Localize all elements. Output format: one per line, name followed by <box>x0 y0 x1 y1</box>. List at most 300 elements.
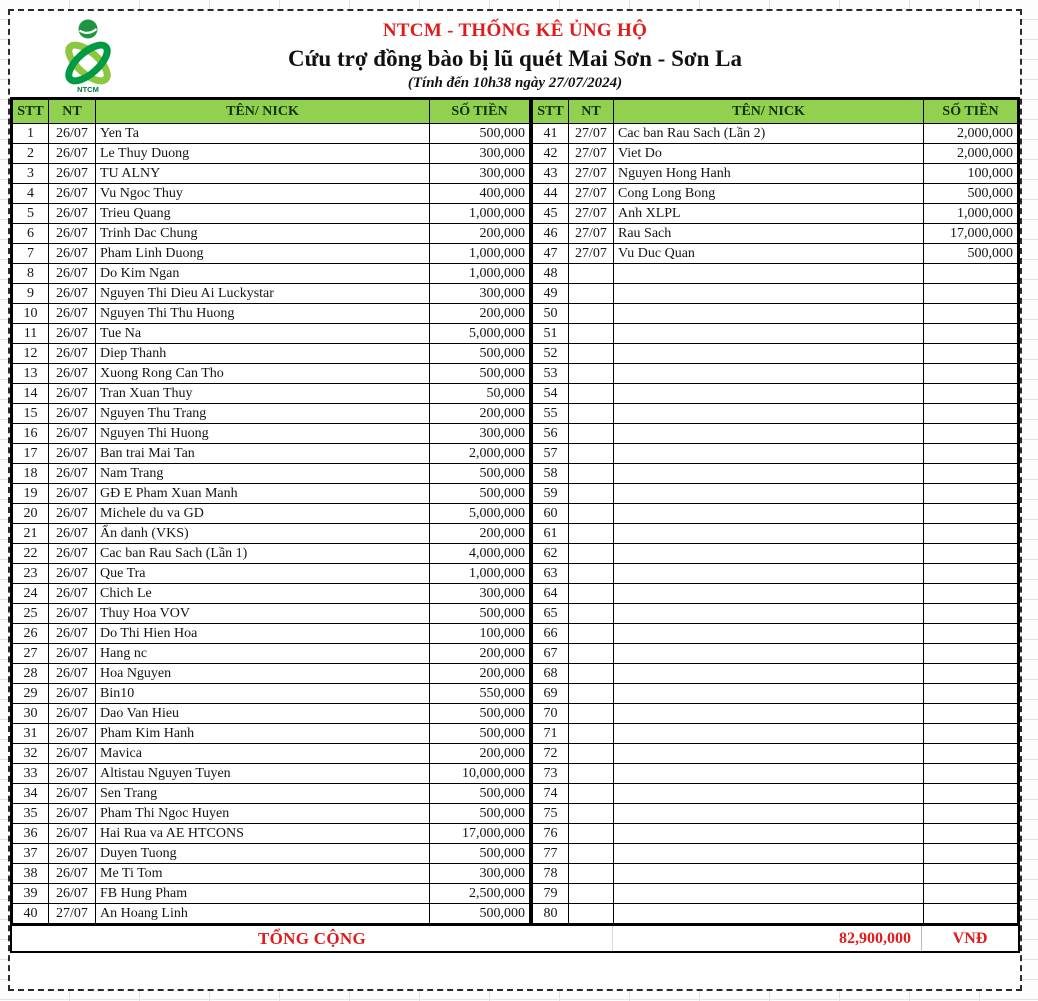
date-cell[interactable]: 26/07 <box>49 504 96 524</box>
name-cell[interactable]: Thuy Hoa VOV <box>96 604 430 624</box>
amount-cell[interactable]: 500,000 <box>430 124 531 144</box>
stt-cell[interactable]: 72 <box>533 744 569 764</box>
amount-cell[interactable]: 500,000 <box>430 724 531 744</box>
date-cell[interactable]: 26/07 <box>49 544 96 564</box>
amount-cell[interactable]: 2,000,000 <box>924 124 1018 144</box>
amount-cell[interactable] <box>924 344 1018 364</box>
date-cell[interactable]: 26/07 <box>49 284 96 304</box>
stt-cell[interactable]: 11 <box>13 324 49 344</box>
date-cell[interactable]: 27/07 <box>49 904 96 924</box>
stt-cell[interactable]: 51 <box>533 324 569 344</box>
amount-cell[interactable]: 300,000 <box>430 864 531 884</box>
name-cell[interactable]: Ban trai Mai Tan <box>96 444 430 464</box>
name-cell[interactable]: Cac ban Rau Sach (Lần 2) <box>614 124 924 144</box>
date-cell[interactable]: 26/07 <box>49 624 96 644</box>
stt-cell[interactable]: 12 <box>13 344 49 364</box>
name-cell[interactable]: Diep Thanh <box>96 344 430 364</box>
amount-cell[interactable] <box>924 544 1018 564</box>
stt-cell[interactable]: 4 <box>13 184 49 204</box>
date-cell[interactable] <box>569 444 614 464</box>
name-cell[interactable] <box>614 724 924 744</box>
date-cell[interactable]: 26/07 <box>49 684 96 704</box>
date-cell[interactable]: 26/07 <box>49 444 96 464</box>
amount-cell[interactable]: 1,000,000 <box>430 244 531 264</box>
stt-cell[interactable]: 34 <box>13 784 49 804</box>
amount-cell[interactable]: 500,000 <box>430 844 531 864</box>
date-cell[interactable]: 26/07 <box>49 384 96 404</box>
name-cell[interactable]: Altistau Nguyen Tuyen <box>96 764 430 784</box>
amount-cell[interactable]: 2,000,000 <box>430 444 531 464</box>
stt-cell[interactable]: 43 <box>533 164 569 184</box>
amount-cell[interactable]: 200,000 <box>430 664 531 684</box>
date-cell[interactable] <box>569 804 614 824</box>
amount-cell[interactable] <box>924 304 1018 324</box>
name-cell[interactable]: Dao Van Hieu <box>96 704 430 724</box>
date-cell[interactable] <box>569 904 614 924</box>
stt-cell[interactable]: 73 <box>533 764 569 784</box>
name-cell[interactable] <box>614 884 924 904</box>
column-header-name[interactable]: TÊN/ NICK <box>614 100 924 124</box>
stt-cell[interactable]: 1 <box>13 124 49 144</box>
date-cell[interactable] <box>569 344 614 364</box>
stt-cell[interactable]: 59 <box>533 484 569 504</box>
date-cell[interactable]: 26/07 <box>49 144 96 164</box>
date-cell[interactable]: 26/07 <box>49 464 96 484</box>
date-cell[interactable]: 26/07 <box>49 344 96 364</box>
name-cell[interactable] <box>614 344 924 364</box>
name-cell[interactable]: Xuong Rong Can Tho <box>96 364 430 384</box>
stt-cell[interactable]: 49 <box>533 284 569 304</box>
amount-cell[interactable]: 500,000 <box>430 344 531 364</box>
amount-cell[interactable] <box>924 284 1018 304</box>
stt-cell[interactable]: 68 <box>533 664 569 684</box>
date-cell[interactable] <box>569 544 614 564</box>
stt-cell[interactable]: 17 <box>13 444 49 464</box>
stt-cell[interactable]: 7 <box>13 244 49 264</box>
stt-cell[interactable]: 50 <box>533 304 569 324</box>
date-cell[interactable] <box>569 844 614 864</box>
name-cell[interactable]: Chich Le <box>96 584 430 604</box>
amount-cell[interactable]: 2,000,000 <box>924 144 1018 164</box>
amount-cell[interactable] <box>924 744 1018 764</box>
date-cell[interactable] <box>569 684 614 704</box>
name-cell[interactable]: Do Kim Ngan <box>96 264 430 284</box>
name-cell[interactable]: Le Thuy Duong <box>96 144 430 164</box>
stt-cell[interactable]: 24 <box>13 584 49 604</box>
name-cell[interactable] <box>614 324 924 344</box>
name-cell[interactable] <box>614 604 924 624</box>
stt-cell[interactable]: 9 <box>13 284 49 304</box>
stt-cell[interactable]: 39 <box>13 884 49 904</box>
name-cell[interactable] <box>614 484 924 504</box>
stt-cell[interactable]: 25 <box>13 604 49 624</box>
stt-cell[interactable]: 75 <box>533 804 569 824</box>
amount-cell[interactable] <box>924 464 1018 484</box>
date-cell[interactable]: 27/07 <box>569 204 614 224</box>
name-cell[interactable] <box>614 524 924 544</box>
name-cell[interactable]: GĐ E Pham Xuan Manh <box>96 484 430 504</box>
date-cell[interactable]: 26/07 <box>49 724 96 744</box>
name-cell[interactable]: An Hoang Linh <box>96 904 430 924</box>
stt-cell[interactable]: 62 <box>533 544 569 564</box>
name-cell[interactable]: FB Hung Pham <box>96 884 430 904</box>
name-cell[interactable]: Me Ti Tom <box>96 864 430 884</box>
date-cell[interactable]: 26/07 <box>49 364 96 384</box>
date-cell[interactable]: 27/07 <box>569 164 614 184</box>
date-cell[interactable] <box>569 464 614 484</box>
stt-cell[interactable]: 41 <box>533 124 569 144</box>
name-cell[interactable] <box>614 704 924 724</box>
stt-cell[interactable]: 57 <box>533 444 569 464</box>
stt-cell[interactable]: 22 <box>13 544 49 564</box>
stt-cell[interactable]: 32 <box>13 744 49 764</box>
date-cell[interactable] <box>569 864 614 884</box>
stt-cell[interactable]: 13 <box>13 364 49 384</box>
amount-cell[interactable]: 5,000,000 <box>430 324 531 344</box>
name-cell[interactable]: Vu Duc Quan <box>614 244 924 264</box>
column-header-amount[interactable]: SỐ TIỀN <box>430 100 531 124</box>
name-cell[interactable]: Hang nc <box>96 644 430 664</box>
name-cell[interactable]: Trieu Quang <box>96 204 430 224</box>
stt-cell[interactable]: 64 <box>533 584 569 604</box>
amount-cell[interactable] <box>924 504 1018 524</box>
date-cell[interactable] <box>569 404 614 424</box>
stt-cell[interactable]: 21 <box>13 524 49 544</box>
amount-cell[interactable]: 4,000,000 <box>430 544 531 564</box>
name-cell[interactable] <box>614 504 924 524</box>
amount-cell[interactable]: 200,000 <box>430 524 531 544</box>
column-header-nt[interactable]: NT <box>569 100 614 124</box>
date-cell[interactable] <box>569 604 614 624</box>
stt-cell[interactable]: 52 <box>533 344 569 364</box>
amount-cell[interactable] <box>924 524 1018 544</box>
date-cell[interactable]: 26/07 <box>49 124 96 144</box>
date-cell[interactable] <box>569 704 614 724</box>
date-cell[interactable] <box>569 664 614 684</box>
amount-cell[interactable] <box>924 904 1018 924</box>
amount-cell[interactable]: 300,000 <box>430 164 531 184</box>
name-cell[interactable]: Hai Rua va AE HTCONS <box>96 824 430 844</box>
date-cell[interactable]: 26/07 <box>49 184 96 204</box>
stt-cell[interactable]: 56 <box>533 424 569 444</box>
amount-cell[interactable]: 200,000 <box>430 304 531 324</box>
name-cell[interactable]: Yen Ta <box>96 124 430 144</box>
amount-cell[interactable]: 400,000 <box>430 184 531 204</box>
amount-cell[interactable] <box>924 884 1018 904</box>
date-cell[interactable] <box>569 564 614 584</box>
date-cell[interactable] <box>569 824 614 844</box>
date-cell[interactable] <box>569 324 614 344</box>
date-cell[interactable] <box>569 304 614 324</box>
stt-cell[interactable]: 23 <box>13 564 49 584</box>
name-cell[interactable] <box>614 424 924 444</box>
amount-cell[interactable]: 500,000 <box>430 464 531 484</box>
stt-cell[interactable]: 29 <box>13 684 49 704</box>
date-cell[interactable] <box>569 584 614 604</box>
date-cell[interactable]: 26/07 <box>49 604 96 624</box>
name-cell[interactable]: Pham Thi Ngoc Huyen <box>96 804 430 824</box>
date-cell[interactable]: 26/07 <box>49 244 96 264</box>
amount-cell[interactable] <box>924 484 1018 504</box>
date-cell[interactable]: 26/07 <box>49 424 96 444</box>
name-cell[interactable]: Anh XLPL <box>614 204 924 224</box>
date-cell[interactable]: 26/07 <box>49 804 96 824</box>
column-header-amount[interactable]: SỐ TIỀN <box>924 100 1018 124</box>
date-cell[interactable]: 26/07 <box>49 324 96 344</box>
stt-cell[interactable]: 42 <box>533 144 569 164</box>
stt-cell[interactable]: 5 <box>13 204 49 224</box>
amount-cell[interactable]: 1,000,000 <box>430 264 531 284</box>
date-cell[interactable] <box>569 764 614 784</box>
date-cell[interactable] <box>569 264 614 284</box>
amount-cell[interactable]: 300,000 <box>430 424 531 444</box>
amount-cell[interactable]: 500,000 <box>430 364 531 384</box>
stt-cell[interactable]: 61 <box>533 524 569 544</box>
amount-cell[interactable] <box>924 724 1018 744</box>
name-cell[interactable]: Que Tra <box>96 564 430 584</box>
column-header-nt[interactable]: NT <box>49 100 96 124</box>
name-cell[interactable] <box>614 684 924 704</box>
date-cell[interactable] <box>569 884 614 904</box>
stt-cell[interactable]: 18 <box>13 464 49 484</box>
stt-cell[interactable]: 44 <box>533 184 569 204</box>
total-label[interactable]: TỔNG CỘNG <box>257 928 366 948</box>
amount-cell[interactable]: 17,000,000 <box>430 824 531 844</box>
name-cell[interactable]: Nguyen Hong Hanh <box>614 164 924 184</box>
amount-cell[interactable] <box>924 784 1018 804</box>
amount-cell[interactable] <box>924 564 1018 584</box>
name-cell[interactable] <box>614 744 924 764</box>
stt-cell[interactable]: 19 <box>13 484 49 504</box>
amount-cell[interactable]: 10,000,000 <box>430 764 531 784</box>
date-cell[interactable] <box>569 484 614 504</box>
amount-cell[interactable]: 5,000,000 <box>430 504 531 524</box>
name-cell[interactable] <box>614 824 924 844</box>
column-header-stt[interactable]: STT <box>533 100 569 124</box>
amount-cell[interactable] <box>924 684 1018 704</box>
stt-cell[interactable]: 27 <box>13 644 49 664</box>
amount-cell[interactable] <box>924 844 1018 864</box>
total-currency[interactable]: VNĐ <box>952 929 988 947</box>
amount-cell[interactable]: 100,000 <box>924 164 1018 184</box>
amount-cell[interactable]: 200,000 <box>430 224 531 244</box>
stt-cell[interactable]: 3 <box>13 164 49 184</box>
name-cell[interactable]: Pham Linh Duong <box>96 244 430 264</box>
name-cell[interactable] <box>614 864 924 884</box>
name-cell[interactable] <box>614 564 924 584</box>
name-cell[interactable]: Nguyen Thi Dieu Ai Luckystar <box>96 284 430 304</box>
date-cell[interactable]: 27/07 <box>569 244 614 264</box>
stt-cell[interactable]: 2 <box>13 144 49 164</box>
date-cell[interactable] <box>569 644 614 664</box>
amount-cell[interactable] <box>924 384 1018 404</box>
stt-cell[interactable]: 74 <box>533 784 569 804</box>
date-cell[interactable] <box>569 504 614 524</box>
name-cell[interactable] <box>614 284 924 304</box>
stt-cell[interactable]: 28 <box>13 664 49 684</box>
amount-cell[interactable] <box>924 264 1018 284</box>
amount-cell[interactable]: 500,000 <box>430 784 531 804</box>
name-cell[interactable]: Cac ban Rau Sach (Lần 1) <box>96 544 430 564</box>
stt-cell[interactable]: 65 <box>533 604 569 624</box>
date-cell[interactable]: 26/07 <box>49 664 96 684</box>
stt-cell[interactable]: 10 <box>13 304 49 324</box>
date-cell[interactable] <box>569 284 614 304</box>
name-cell[interactable] <box>614 904 924 924</box>
stt-cell[interactable]: 30 <box>13 704 49 724</box>
amount-cell[interactable]: 200,000 <box>430 404 531 424</box>
date-cell[interactable]: 26/07 <box>49 404 96 424</box>
name-cell[interactable]: Michele du va GD <box>96 504 430 524</box>
stt-cell[interactable]: 26 <box>13 624 49 644</box>
name-cell[interactable]: Nguyen Thi Huong <box>96 424 430 444</box>
amount-cell[interactable] <box>924 624 1018 644</box>
stt-cell[interactable]: 47 <box>533 244 569 264</box>
date-cell[interactable]: 26/07 <box>49 864 96 884</box>
name-cell[interactable] <box>614 764 924 784</box>
amount-cell[interactable]: 500,000 <box>924 184 1018 204</box>
stt-cell[interactable]: 37 <box>13 844 49 864</box>
date-cell[interactable]: 26/07 <box>49 744 96 764</box>
stt-cell[interactable]: 80 <box>533 904 569 924</box>
amount-cell[interactable] <box>924 644 1018 664</box>
amount-cell[interactable]: 550,000 <box>430 684 531 704</box>
stt-cell[interactable]: 36 <box>13 824 49 844</box>
date-cell[interactable] <box>569 364 614 384</box>
stt-cell[interactable]: 31 <box>13 724 49 744</box>
stt-cell[interactable]: 79 <box>533 884 569 904</box>
name-cell[interactable] <box>614 644 924 664</box>
date-cell[interactable]: 26/07 <box>49 764 96 784</box>
date-cell[interactable]: 26/07 <box>49 524 96 544</box>
amount-cell[interactable]: 500,000 <box>430 604 531 624</box>
stt-cell[interactable]: 8 <box>13 264 49 284</box>
name-cell[interactable] <box>614 464 924 484</box>
name-cell[interactable] <box>614 844 924 864</box>
date-cell[interactable]: 26/07 <box>49 484 96 504</box>
date-cell[interactable] <box>569 744 614 764</box>
stt-cell[interactable]: 38 <box>13 864 49 884</box>
amount-cell[interactable]: 200,000 <box>430 744 531 764</box>
amount-cell[interactable]: 100,000 <box>430 624 531 644</box>
column-header-stt[interactable]: STT <box>13 100 49 124</box>
amount-cell[interactable] <box>924 664 1018 684</box>
name-cell[interactable]: Trinh Dac Chung <box>96 224 430 244</box>
date-cell[interactable] <box>569 424 614 444</box>
stt-cell[interactable]: 60 <box>533 504 569 524</box>
stt-cell[interactable]: 76 <box>533 824 569 844</box>
amount-cell[interactable] <box>924 424 1018 444</box>
amount-cell[interactable] <box>924 444 1018 464</box>
stt-cell[interactable]: 46 <box>533 224 569 244</box>
amount-cell[interactable]: 2,500,000 <box>430 884 531 904</box>
date-cell[interactable] <box>569 724 614 744</box>
stt-cell[interactable]: 6 <box>13 224 49 244</box>
name-cell[interactable]: Cong Long Bong <box>614 184 924 204</box>
name-cell[interactable]: Tran Xuan Thuy <box>96 384 430 404</box>
amount-cell[interactable]: 300,000 <box>430 284 531 304</box>
amount-cell[interactable] <box>924 324 1018 344</box>
date-cell[interactable]: 26/07 <box>49 824 96 844</box>
name-cell[interactable] <box>614 304 924 324</box>
total-amount[interactable]: 82,900,000 <box>612 926 922 951</box>
stt-cell[interactable]: 14 <box>13 384 49 404</box>
amount-cell[interactable]: 300,000 <box>430 144 531 164</box>
amount-cell[interactable]: 500,000 <box>430 704 531 724</box>
name-cell[interactable] <box>614 784 924 804</box>
name-cell[interactable]: Ẩn danh (VKS) <box>96 524 430 544</box>
name-cell[interactable] <box>614 364 924 384</box>
date-cell[interactable]: 27/07 <box>569 224 614 244</box>
name-cell[interactable] <box>614 804 924 824</box>
date-cell[interactable]: 26/07 <box>49 224 96 244</box>
amount-cell[interactable]: 500,000 <box>430 904 531 924</box>
amount-cell[interactable] <box>924 704 1018 724</box>
name-cell[interactable]: Pham Kim Hanh <box>96 724 430 744</box>
name-cell[interactable]: Duyen Tuong <box>96 844 430 864</box>
name-cell[interactable] <box>614 264 924 284</box>
date-cell[interactable]: 26/07 <box>49 204 96 224</box>
name-cell[interactable]: Viet Do <box>614 144 924 164</box>
date-cell[interactable]: 27/07 <box>569 184 614 204</box>
date-cell[interactable] <box>569 624 614 644</box>
stt-cell[interactable]: 54 <box>533 384 569 404</box>
name-cell[interactable]: Mavica <box>96 744 430 764</box>
stt-cell[interactable]: 48 <box>533 264 569 284</box>
name-cell[interactable]: Rau Sach <box>614 224 924 244</box>
stt-cell[interactable]: 71 <box>533 724 569 744</box>
stt-cell[interactable]: 45 <box>533 204 569 224</box>
name-cell[interactable]: Do Thi Hien Hoa <box>96 624 430 644</box>
stt-cell[interactable]: 70 <box>533 704 569 724</box>
column-header-name[interactable]: TÊN/ NICK <box>96 100 430 124</box>
amount-cell[interactable] <box>924 764 1018 784</box>
amount-cell[interactable] <box>924 364 1018 384</box>
date-cell[interactable]: 26/07 <box>49 584 96 604</box>
name-cell[interactable] <box>614 404 924 424</box>
amount-cell[interactable] <box>924 584 1018 604</box>
name-cell[interactable]: Nguyen Thi Thu Huong <box>96 304 430 324</box>
name-cell[interactable]: TU ALNY <box>96 164 430 184</box>
stt-cell[interactable]: 77 <box>533 844 569 864</box>
stt-cell[interactable]: 35 <box>13 804 49 824</box>
amount-cell[interactable]: 17,000,000 <box>924 224 1018 244</box>
amount-cell[interactable]: 500,000 <box>430 804 531 824</box>
stt-cell[interactable]: 33 <box>13 764 49 784</box>
date-cell[interactable]: 26/07 <box>49 164 96 184</box>
date-cell[interactable]: 26/07 <box>49 644 96 664</box>
amount-cell[interactable]: 500,000 <box>430 484 531 504</box>
amount-cell[interactable]: 1,000,000 <box>430 204 531 224</box>
amount-cell[interactable] <box>924 404 1018 424</box>
date-cell[interactable]: 26/07 <box>49 844 96 864</box>
stt-cell[interactable]: 63 <box>533 564 569 584</box>
name-cell[interactable] <box>614 444 924 464</box>
name-cell[interactable]: Tue Na <box>96 324 430 344</box>
stt-cell[interactable]: 58 <box>533 464 569 484</box>
amount-cell[interactable] <box>924 824 1018 844</box>
date-cell[interactable]: 27/07 <box>569 144 614 164</box>
name-cell[interactable]: Nam Trang <box>96 464 430 484</box>
amount-cell[interactable]: 300,000 <box>430 584 531 604</box>
date-cell[interactable]: 26/07 <box>49 784 96 804</box>
amount-cell[interactable]: 500,000 <box>924 244 1018 264</box>
name-cell[interactable]: Nguyen Thu Trang <box>96 404 430 424</box>
date-cell[interactable] <box>569 384 614 404</box>
stt-cell[interactable]: 78 <box>533 864 569 884</box>
date-cell[interactable]: 26/07 <box>49 264 96 284</box>
amount-cell[interactable]: 1,000,000 <box>924 204 1018 224</box>
